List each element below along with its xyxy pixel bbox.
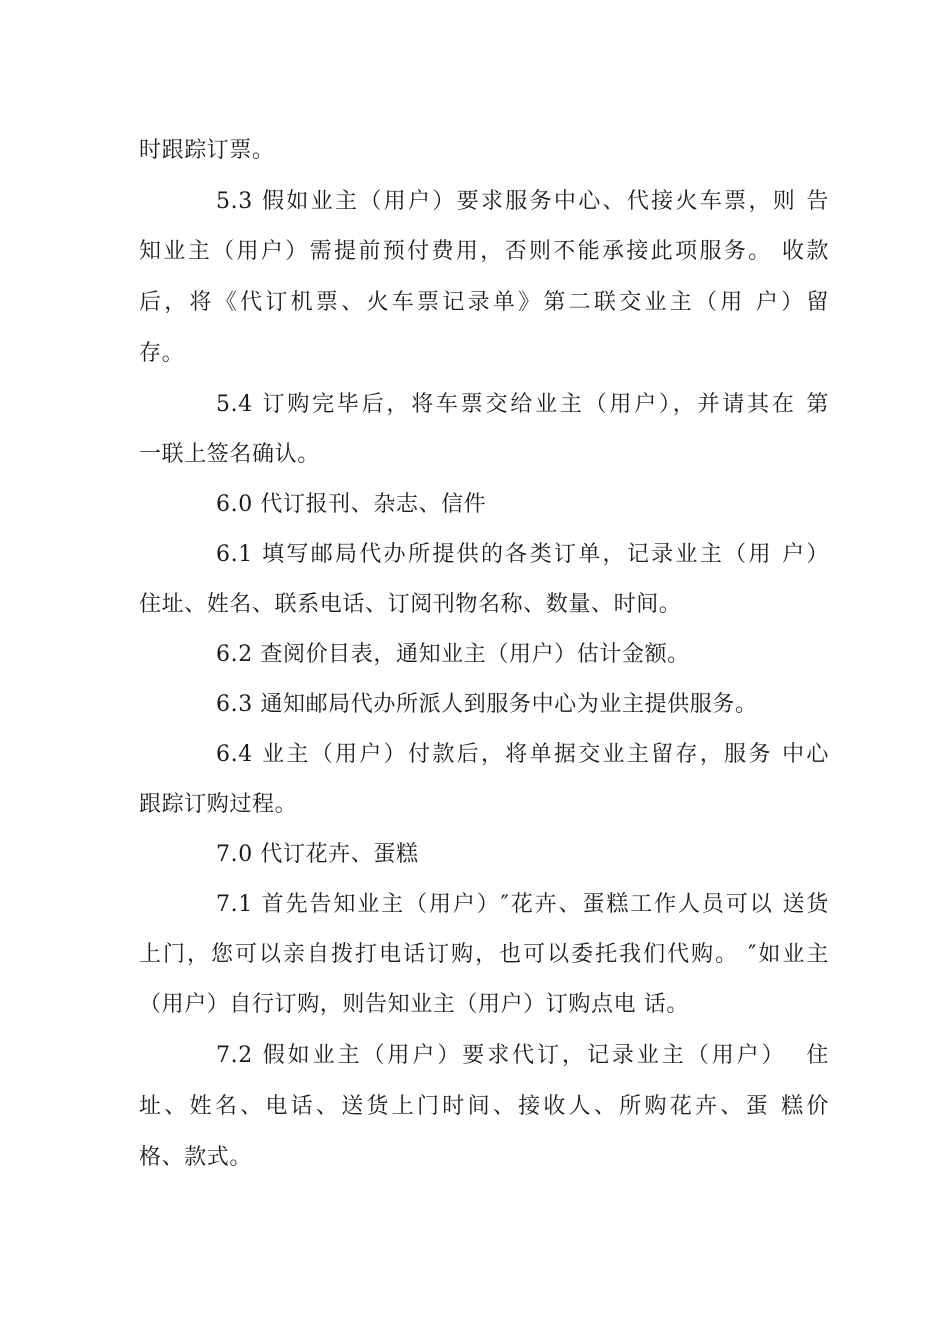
paragraph-5-4-line: 5.4 订购完毕后，将车票交给业主（用户），并请其在 第 bbox=[216, 392, 829, 417]
text-line: 住址、姓名、联系电话、订阅刊物名称、数量、时间。 bbox=[139, 592, 682, 617]
text-line: 格、款式。 bbox=[139, 1145, 253, 1170]
text-line: 上门，您可以亲自拨打电话订购，也可以委托我们代购。 ″如业主 bbox=[139, 942, 829, 967]
text-line: 一联上签名确认。 bbox=[139, 442, 320, 467]
section-heading-6-0: 6.0 代订报刊、杂志、信件 bbox=[216, 492, 487, 517]
paragraph-6-3-line: 6.3 通知邮局代办所派人到服务中心为业主提供服务。 bbox=[216, 692, 758, 717]
section-heading-7-0: 7.0 代订花卉、蛋糕 bbox=[216, 842, 419, 867]
text-line: 后，将《代订机票、火车票记录单》第二联交业主（用 户）留 bbox=[139, 290, 829, 315]
text-line: 时跟踪订票。 bbox=[139, 138, 275, 163]
paragraph-6-4-line: 6.4 业主（用户）付款后，将单据交业主留存，服务 中心 bbox=[216, 742, 829, 767]
text-line: 址、姓名、电话、送货上门时间、接收人、所购花卉、蛋 糕价 bbox=[139, 1094, 829, 1119]
paragraph-7-1-line: 7.1 首先告知业主（用户）″花卉、蛋糕工作人员可以 送货 bbox=[216, 892, 829, 917]
paragraph-7-2-line: 7.2 假如业主（用户）要求代订，记录业主（用户） 住 bbox=[216, 1043, 829, 1068]
text-line: 存。 bbox=[139, 341, 185, 366]
text-line: 跟踪订购过程。 bbox=[139, 792, 298, 817]
text-line: （用户）自行订购，则告知业主（用户）订购点电 话。 bbox=[139, 992, 689, 1017]
paragraph-5-3-line: 5.3 假如业主（用户）要求服务中心、代接火车票，则 告 bbox=[216, 189, 829, 214]
paragraph-6-1-line: 6.1 填写邮局代办所提供的各类订单，记录业主（用 户） bbox=[216, 542, 829, 567]
paragraph-6-2-line: 6.2 查阅价目表，通知业主（用户）估计金额。 bbox=[216, 642, 690, 667]
text-line: 知业主（用户）需提前预付费用，否则不能承接此项服务。 收款 bbox=[139, 239, 829, 264]
